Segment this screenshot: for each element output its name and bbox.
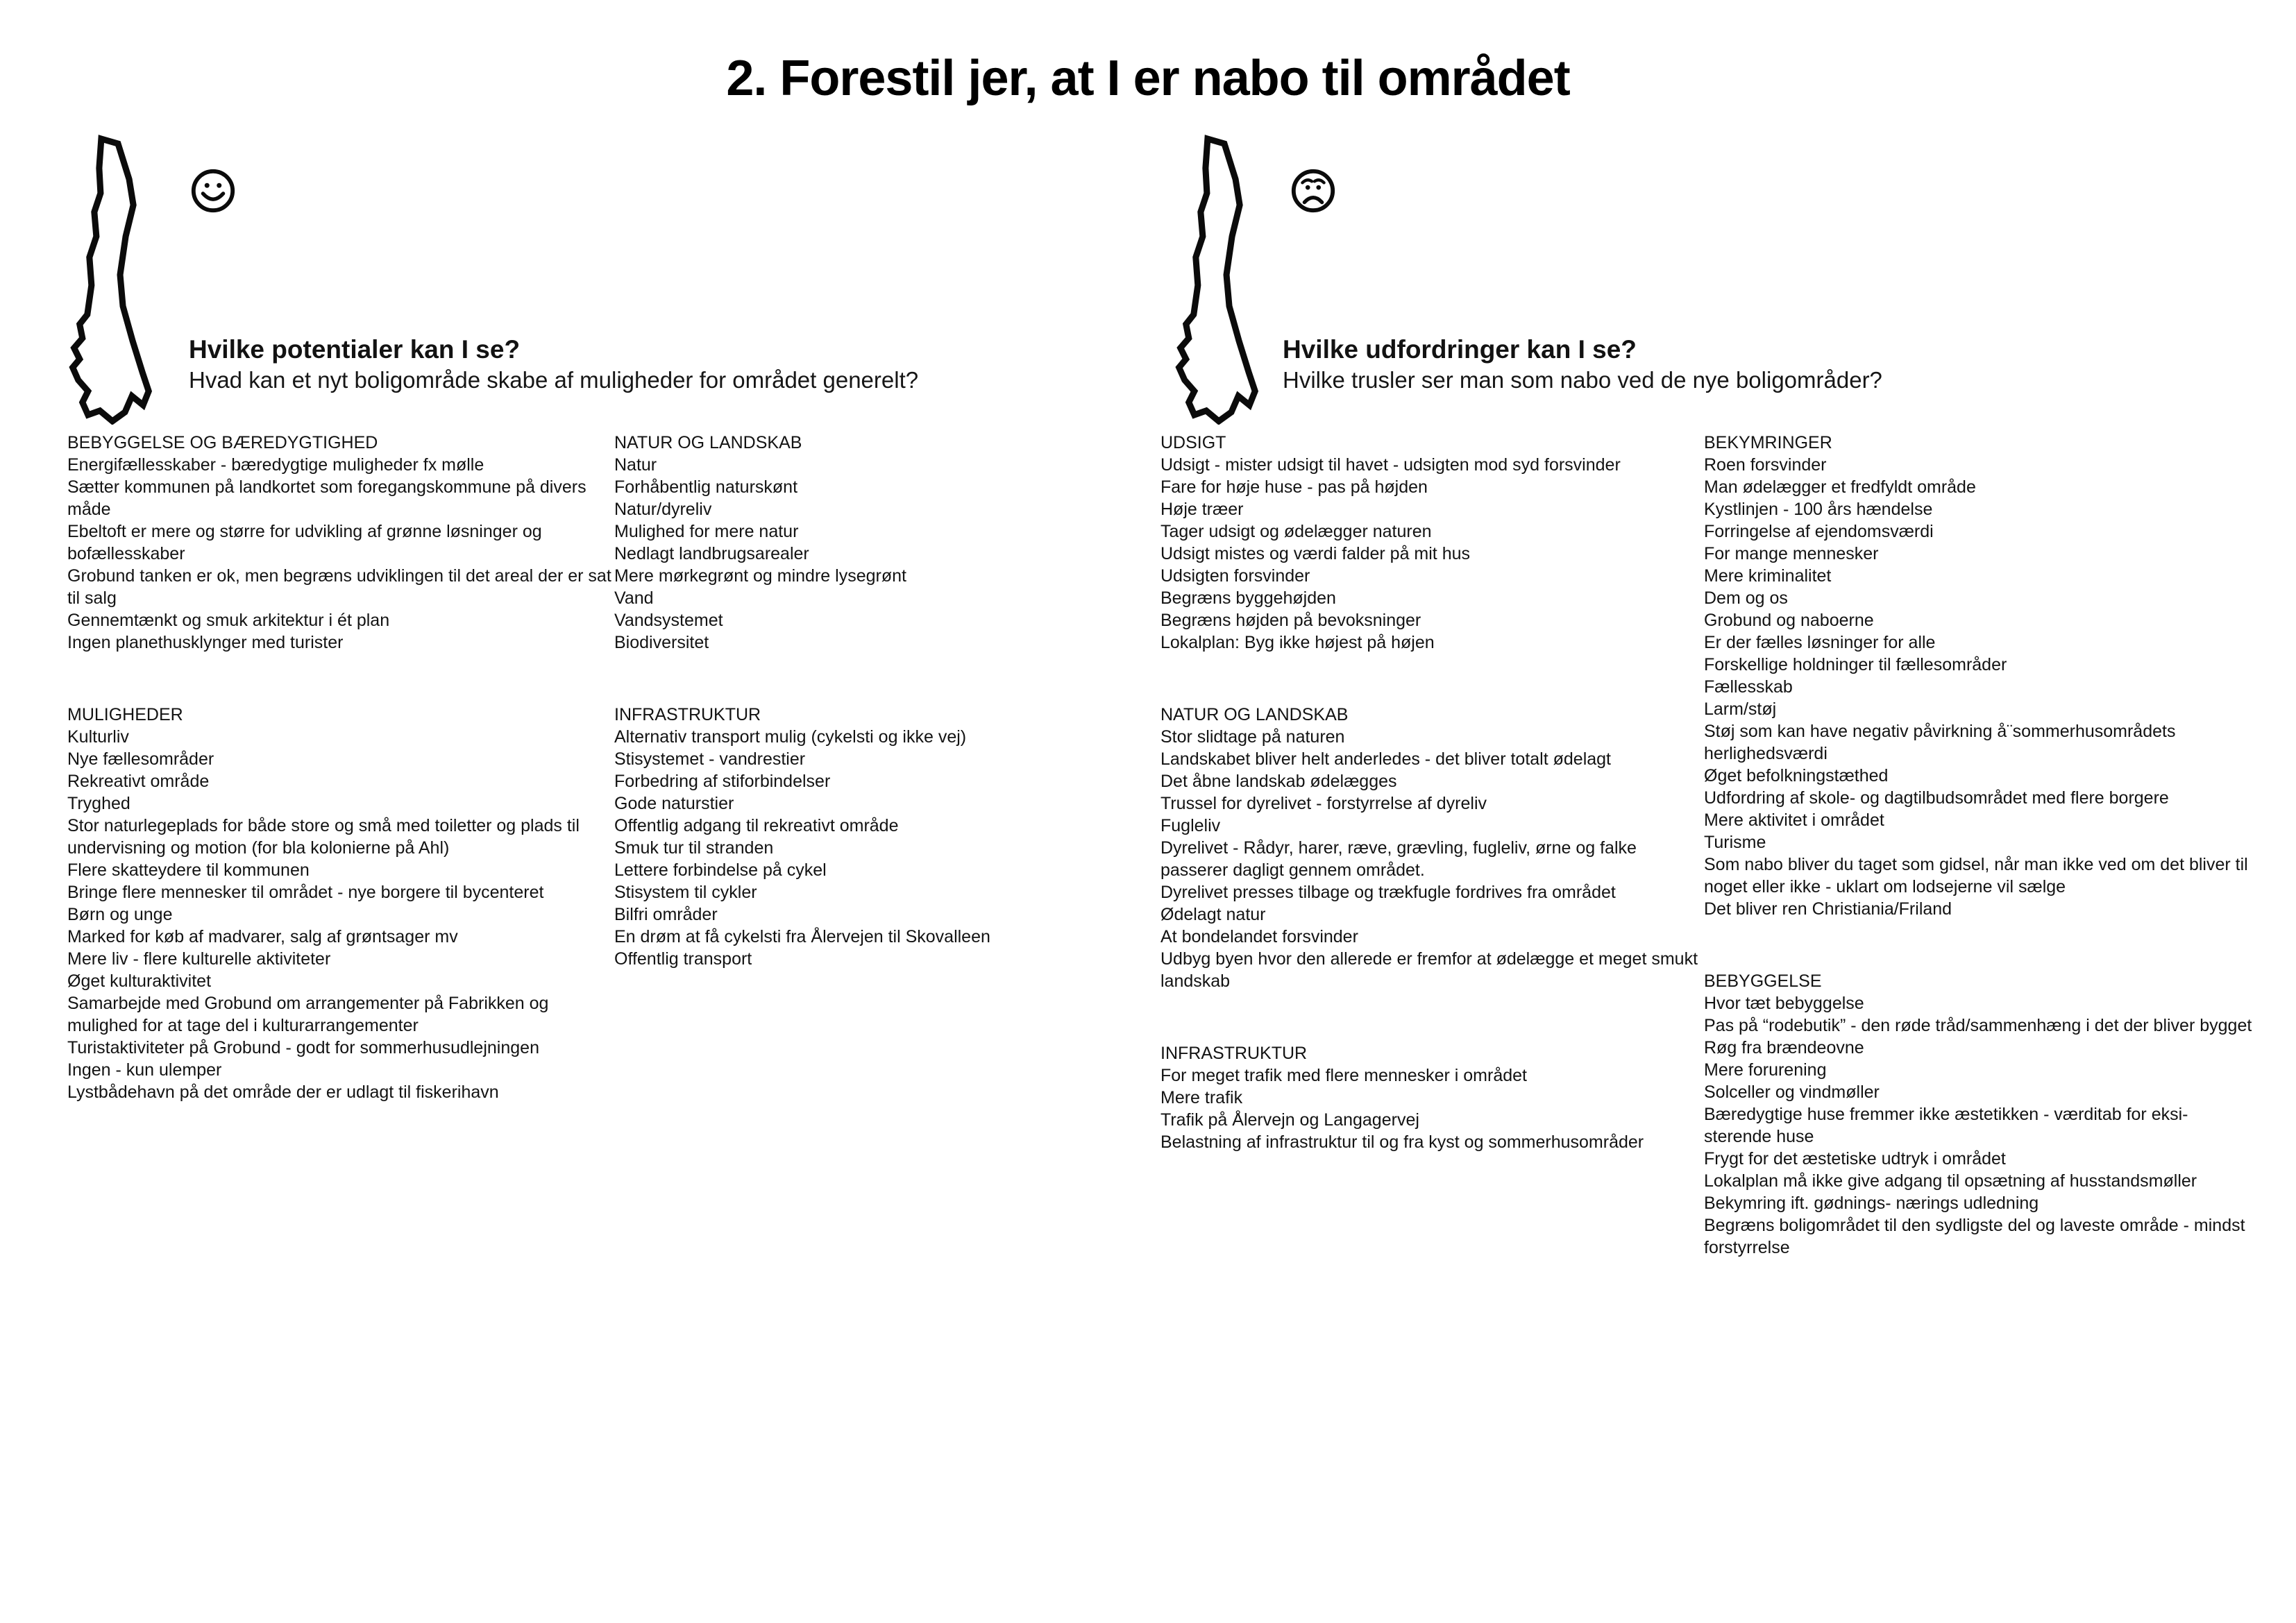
list-item: At bondelandet forsvinder	[1160, 927, 1358, 946]
list-item: Begræns højden på bevoksninger	[1160, 611, 1421, 630]
list-item: Børn og unge	[67, 905, 173, 924]
list-item: Natur	[614, 455, 657, 475]
list-item: Energifællesskaber - bæredygtige muligheder fx mølle	[67, 455, 484, 475]
right-subheading: Hvilke trusler ser man som nabo ved de nye boligområder?	[1283, 367, 1882, 393]
list-item: Mere aktivitet i området	[1704, 810, 1884, 830]
section-header: UDSIGT	[1160, 433, 1226, 452]
list-item: Vand	[614, 588, 654, 608]
section-items	[614, 726, 1076, 970]
section-header: BEBYGGELSE OG BÆREDYGTIGHED	[67, 433, 378, 452]
list-item: Marked for køb af madvarer, salg af grøntsager mv	[67, 927, 458, 946]
list-item: Flere skatteydere til kommunen	[67, 860, 310, 880]
list-item: Mere mørkegrønt og mindre lysegrønt	[614, 566, 906, 586]
right-heading: Hvilke udfordringer kan I se?	[1283, 335, 1637, 364]
list-item: Trafik på Ålervejn og Langagervej	[1160, 1110, 1419, 1130]
list-item: Udsigten forsvinder	[1160, 566, 1310, 586]
section-items	[67, 454, 612, 654]
list-item: Ingen planethusklynger med turister	[67, 633, 344, 652]
left-subheading: Hvad kan et nyt boligområde skabe af muligheder for området generelt?	[189, 367, 919, 393]
list-item: Gennemtænkt og smuk arkitektur i ét plan	[67, 611, 390, 630]
list-item: Stisystem til cykler	[614, 883, 757, 902]
list-item: Larm/støj	[1704, 699, 1777, 719]
list-item: Offentlig adgang til rekreativt område	[614, 816, 899, 835]
list-item: Ingen - kun ulemper	[67, 1060, 222, 1080]
list-item: Kulturliv	[67, 727, 129, 747]
column-challenges-2	[1704, 432, 2252, 1259]
list-item: Ebeltoft er mere og større for udvikling af grønne løsninger og bofællesskaber	[67, 522, 542, 563]
list-item: Udfordring af skole- og dagtilbudsområdet med flere borgere	[1704, 788, 2169, 808]
list-item: Udsigt - mister udsigt til havet - udsigten mod syd forsvinder	[1160, 455, 1621, 475]
smiley-face-icon	[189, 167, 237, 215]
section-items	[1160, 1064, 1703, 1153]
list-item: Landskabet bliver helt anderledes - det bliver totalt ødelagt	[1160, 749, 1611, 769]
list-item: Forbedring af stiforbindelser	[614, 772, 831, 791]
list-item: Solceller og vindmøller	[1704, 1082, 1880, 1102]
list-item: Belastning af infrastruktur til og fra kyst og sommerhusområder	[1160, 1132, 1644, 1152]
list-item: Forringelse af ejendomsværdi	[1704, 522, 1934, 541]
list-item: Dyrelivet presses tilbage og trækfugle fordrives fra området	[1160, 883, 1616, 902]
list-item: Pas på “rodebutik” - den røde tråd/sammenhæng i det der bliver bygget	[1704, 1016, 2252, 1035]
section-header: MULIGHEDER	[67, 705, 183, 724]
list-item: Det åbne landskab ødelægges	[1160, 772, 1397, 791]
list-item: Biodiversitet	[614, 633, 709, 652]
list-item: Støj som kan have negativ påvirkning å¨sommerhusområdets herlighedsværdi	[1704, 722, 2176, 763]
section-items	[1704, 454, 2252, 920]
section-items	[1160, 726, 1703, 992]
list-item: Lettere forbindelse på cykel	[614, 860, 827, 880]
list-item: Roen forsvinder	[1704, 455, 1827, 475]
list-item: Alternativ transport mulig (cykelsti og ikke vej)	[614, 727, 967, 747]
list-section	[614, 432, 1076, 654]
list-item: Høje træer	[1160, 500, 1244, 519]
list-item: Mere liv - flere kulturelle aktiviteter	[67, 949, 331, 969]
list-item: Er der fælles løsninger for alle	[1704, 633, 1936, 652]
list-item: Forhåbentlig naturskønt	[614, 477, 798, 497]
list-item: Bilfri områder	[614, 905, 718, 924]
list-item: Begræns boligområdet til den sydligste del og laveste område - mindst forstyrrelse	[1704, 1216, 2245, 1257]
list-item: En drøm at få cykelsti fra Ålervejen til Skovalleen	[614, 927, 990, 946]
list-item: Fare for høje huse - pas på højden	[1160, 477, 1428, 497]
list-item: Turistaktiviteter på Grobund - godt for sommerhusudlejningen	[67, 1038, 539, 1057]
list-item: Man ødelægger et fredfyldt område	[1704, 477, 1976, 497]
list-item: Grobund og naboerne	[1704, 611, 1874, 630]
left-heading-block	[189, 334, 918, 394]
list-item: Grobund tanken er ok, men begræns udviklingen til det areal der er sat til salg	[67, 566, 611, 608]
list-section	[1704, 970, 2252, 1259]
list-item: Kystlinjen - 100 års hændelse	[1704, 500, 1933, 519]
list-item: Bringe flere mennesker til området - nye borgere til bycenteret	[67, 883, 544, 902]
left-heading: Hvilke potentialer kan I se?	[189, 335, 521, 364]
list-item: Begræns byggehøjden	[1160, 588, 1336, 608]
list-item: Øget befolkningstæthed	[1704, 766, 1889, 785]
list-item: Lokalplan må ikke give adgang til opsætning af husstandsmøller	[1704, 1171, 2197, 1191]
list-item: Som nabo bliver du taget som gidsel, når man ikke ved om det bliver til noget eller ikke - uklart om lodsejerne vil sælge	[1704, 855, 2248, 897]
section-items	[67, 726, 612, 1103]
section-items	[1160, 454, 1703, 654]
list-item: Nye fællesområder	[67, 749, 214, 769]
list-item: Tryghed	[67, 794, 130, 813]
list-item: For meget trafik med flere mennesker i området	[1160, 1066, 1527, 1085]
list-item: Dyrelivet - Rådyr, harer, ræve, grævling, fugleliv, ørne og falke passerer dagligt gennem området.	[1160, 838, 1637, 880]
list-item: Gode naturstier	[614, 794, 734, 813]
list-item: Turisme	[1704, 833, 1766, 852]
list-item: Mulighed for mere natur	[614, 522, 799, 541]
list-item: Rekreativt område	[67, 772, 210, 791]
column-challenges-1	[1160, 432, 1703, 1153]
list-item: Lystbådehavn på det område der er udlagt til fiskerihavn	[67, 1082, 499, 1102]
list-item: Udsigt mistes og værdi falder på mit hus	[1160, 544, 1471, 563]
area-map-outline-icon	[64, 132, 169, 425]
section-header: INFRASTRUKTUR	[1160, 1044, 1308, 1063]
list-item: Fugleliv	[1160, 816, 1221, 835]
list-item: Stisystemet - vandrestier	[614, 749, 806, 769]
list-item: Øget kulturaktivitet	[67, 971, 212, 991]
list-item: Røg fra brændeovne	[1704, 1038, 1864, 1057]
column-potentials-2	[614, 432, 1076, 970]
list-item: Trussel for dyrelivet - forstyrrelse af dyreliv	[1160, 794, 1487, 813]
column-potentials-1	[67, 432, 612, 1103]
list-section	[67, 704, 612, 1103]
list-item: Smuk tur til stranden	[614, 838, 774, 858]
section-items	[614, 454, 1076, 654]
list-item: Bekymring ift. gødnings- nærings udledning	[1704, 1193, 2039, 1213]
list-item: Udbyg byen hvor den allerede er fremfor at ødelægge et meget smukt landskab	[1160, 949, 1698, 991]
right-heading-block	[1283, 334, 1882, 394]
area-map-outline-icon	[1170, 132, 1276, 425]
list-item: Samarbejde med Grobund om arrangementer på Fabrikken og mulighed for at tage del i kulturarrangementer	[67, 994, 549, 1035]
list-item: Stor naturlegeplads for både store og små med toiletter og plads til undervisning og motion (for bla kolonierne på Ahl)	[67, 816, 580, 858]
list-item: Bæredygtige huse fremmer ikke æstetikken - værditab for eksi-sterende huse	[1704, 1105, 2188, 1146]
list-item: Ødelagt natur	[1160, 905, 1266, 924]
list-item: Vandsystemet	[614, 611, 723, 630]
section-header: BEKYMRINGER	[1704, 433, 1832, 452]
section-header: NATUR OG LANDSKAB	[614, 433, 802, 452]
list-item: Sætter kommunen på landkortet som foregangskommune på divers måde	[67, 477, 586, 519]
list-item: Tager udsigt og ødelægger naturen	[1160, 522, 1432, 541]
list-item: Mere kriminalitet	[1704, 566, 1832, 586]
list-item: Forskellige holdninger til fællesområder	[1704, 655, 2007, 674]
section-header: INFRASTRUKTUR	[614, 705, 761, 724]
list-item: Hvor tæt bebyggelse	[1704, 994, 1864, 1013]
list-item: For mange mennesker	[1704, 544, 1879, 563]
sad-face-icon	[1289, 167, 1337, 215]
list-item: Mere trafik	[1160, 1088, 1243, 1107]
section-items	[1704, 992, 2252, 1259]
section-header: NATUR OG LANDSKAB	[1160, 705, 1349, 724]
list-section	[67, 432, 612, 654]
list-item: Stor slidtage på naturen	[1160, 727, 1345, 747]
list-item: Nedlagt landbrugsarealer	[614, 544, 809, 563]
list-section	[1160, 704, 1703, 992]
list-item: Offentlig transport	[614, 949, 752, 969]
list-section	[1704, 432, 2252, 920]
list-item: Dem og os	[1704, 588, 1788, 608]
section-header: BEBYGGELSE	[1704, 971, 1822, 991]
list-section	[1160, 432, 1703, 654]
list-section	[614, 704, 1076, 970]
list-item: Frygt for det æstetiske udtryk i området	[1704, 1149, 2006, 1169]
list-item: Det bliver ren Christiania/Friland	[1704, 899, 1952, 919]
list-item: Fællesskab	[1704, 677, 1793, 697]
list-section	[1160, 1042, 1703, 1153]
list-item: Lokalplan: Byg ikke højest på højen	[1160, 633, 1435, 652]
list-item: Mere forurening	[1704, 1060, 1827, 1080]
list-item: Natur/dyreliv	[614, 500, 712, 519]
page-title: 2. Forestil jer, at I er nabo til området	[726, 51, 1570, 106]
